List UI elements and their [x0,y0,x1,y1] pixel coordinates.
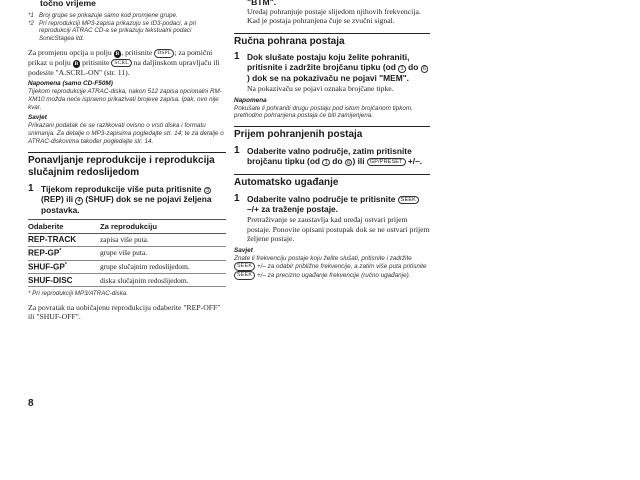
text-segment: na daljinskom upravljaču ili podesite "A.SCRL-ON" (str. 11). [28,57,220,77]
step-number: 1 [234,192,240,204]
step-text [247,52,430,83]
text-segment: Dok slušate postaju koju želite pohraniti, pritisnite i zadržite brojčanu tipku (od [247,52,410,73]
description-cell: diska slučajnim redoslijedom. [100,274,226,287]
text-segment: pritisnite [82,57,110,67]
tip-body: Prikazani podatak će se razlikovati ovisno o vrsti diska i formatu snimanja. Za detalje o MP3-zapisima pogledajte str. 14; te za detalje o ATRAC-diskovima također pogledajte str. 14. [28,122,224,145]
table-row [28,274,226,287]
body-text: Kad je postaja pohranjena čuje se zvučni signal. [247,16,395,26]
step-1 [28,184,226,215]
body-text: Uređaj pohranjuje postaje slijedom njihovih frekvencija. [247,7,421,16]
mode-cell [28,233,100,246]
left-column [28,0,226,322]
step-text [247,146,430,167]
step-number: 1 [234,51,240,63]
footnote-mark: *1 [28,12,34,19]
seek-key: SEEK [234,262,255,270]
body-text: Pretraživanje se zaustavlja kad uređaj ostvari prijem postaje. Ponovite opisani postupak dok se ne ostvari prijem željene postaje. [247,215,430,244]
field-b-marker: B [74,60,79,67]
description-cell: grupe više puta. [100,246,226,260]
text-segment: ; za pomični prikaz u polju [28,48,213,67]
footnote-mark: *2 [28,19,34,27]
tip-body [234,255,430,280]
text-segment: Odaberite valno područje, zatim pritisnite brojčanu tipku (od [247,145,412,166]
footnote [28,12,226,20]
step-text [247,194,430,215]
footnote-text: Broj grupe se prikazuje samo kod promjene grupe. [39,12,178,19]
footnote [28,20,226,43]
mode-label: REP-GP [28,249,60,259]
text-segment: , pritisnite [121,48,153,58]
section-divider [234,174,430,175]
step-1 [234,146,430,167]
body-text: Na pokazivaču se pojavi oznaka brojčane tipke. [247,84,394,94]
footnote-mark: * [28,290,31,298]
text-segment: Znate li frekvenciju postaje koju želite slušati, pritisnite i zadržite [234,254,412,262]
table-row [28,246,226,260]
text-segment: do [332,155,343,166]
text-segment: (REP) ili [41,194,74,205]
text-segment: +/–. [407,155,423,166]
mode-cell [28,246,100,260]
mode-label: SHUF-GP [28,262,65,272]
step-1 [234,52,430,83]
section-title: Prijem pohranjenih postaja [234,129,363,141]
seek-key: SEEK [234,271,255,279]
gp-preset-key: GP/PRESET [367,158,406,166]
display-options-paragraph [28,48,226,77]
text-segment: ) ili [352,155,365,166]
section-title: Ponavljanje reprodukcije i reprodukcija slučajnim redoslijedom [28,154,215,179]
tip-heading: Savjet [28,114,47,122]
footnote-text: Pri reprodukciji MP3/ATRAC-diska. [32,290,128,298]
field-b-marker: B [115,51,120,58]
text-segment: –/+ za traženje postaje. [247,204,339,215]
section-title: Automatsko ugađanje [234,177,339,189]
step-number: 1 [28,182,34,194]
step-text [41,184,226,215]
text-segment: ) dok se na pokazivaču ne pojavi "MEM". [247,73,409,84]
button-4-marker: 4 [75,197,83,205]
button-1-marker: 1 [398,65,406,73]
text-segment: Tijekom reprodukcije više puta pritisnite [41,183,202,194]
note-heading: Napomena (samo CD-F50M) [28,79,113,87]
text-segment: Odaberite valno područje te pritisnite [247,193,396,204]
description-cell: grupe slučajnim redoslijedom. [100,260,226,274]
mode-cell [28,274,100,287]
step-number: 1 [234,144,240,156]
button-6-marker: 6 [421,65,429,73]
description-cell: zapisa više puta. [100,233,226,246]
right-column [234,0,430,280]
table-footnote [28,290,226,298]
tip-heading: Savjet [234,246,253,254]
button-6-marker: 6 [345,159,353,167]
footnote-ref: * [59,248,62,255]
page-number: 8 [28,398,34,409]
text-segment: +/– za precizno ugađanje frekvencije (ručno ugađanje). [256,272,411,280]
text-segment: (SHUF) dok se ne pojavi željena postavka. [41,194,212,215]
table-header-row [28,219,226,233]
step-1 [234,194,430,215]
footnotes [28,12,226,42]
top-bold-text: "BTM". [247,0,277,7]
play-mode-table [28,219,226,287]
text-segment: +/– za odabir približne frekvencije, a zatim više puta pritisnite [256,263,427,271]
mode-label: SHUF-DISC [28,275,73,285]
top-heading: točno vrijeme [40,0,96,8]
note-body: Tijekom reprodukcije ATRAC-diska, nakon 512 zapisa opcionalni RM-XM10 možda neće ispravno prikazivati brojeve zapisa. Ipak, ovo nije kvar. [28,87,222,111]
mode-label: REP-TRACK [28,235,77,245]
text-segment: Za promjenu opcija u polju [28,48,112,58]
note-body: Pokušate li pohraniti drugu postaju pod istom brojčanom tipkom, prethodno pohranjena postaja će biti zamijenjena. [234,104,413,120]
section-divider [234,126,430,127]
section-title: Ručna pohrana postaja [234,35,345,47]
table-header: Odaberite [28,219,100,233]
section-divider [234,33,430,34]
note-heading: Napomena [234,96,267,104]
seek-key: SEEK [398,196,419,204]
button-1-marker: 1 [322,159,330,167]
mode-cell [28,260,100,274]
table-header: Za reprodukciju [100,219,226,233]
scrl-key: SCRL [111,59,131,67]
button-3-marker: 3 [204,187,212,195]
section-divider [28,152,226,153]
table-row [28,233,226,246]
footnote-text: Pri reprodukciji MP3-zapisa prikazuju se ID3-podaci, a pri reprodukciji ATRAC CD-a se prikazuju tekstualni podaci SonicStagea itd. [39,19,197,42]
footnote-ref: * [64,262,67,269]
text-segment: do [408,62,419,73]
return-paragraph: Za povratak na uobičajenu reprodukciju odaberite "REP-OFF" ili "SHUF-OFF". [28,303,221,322]
dspl-key: DSPL [154,49,174,57]
table-row [28,260,226,274]
